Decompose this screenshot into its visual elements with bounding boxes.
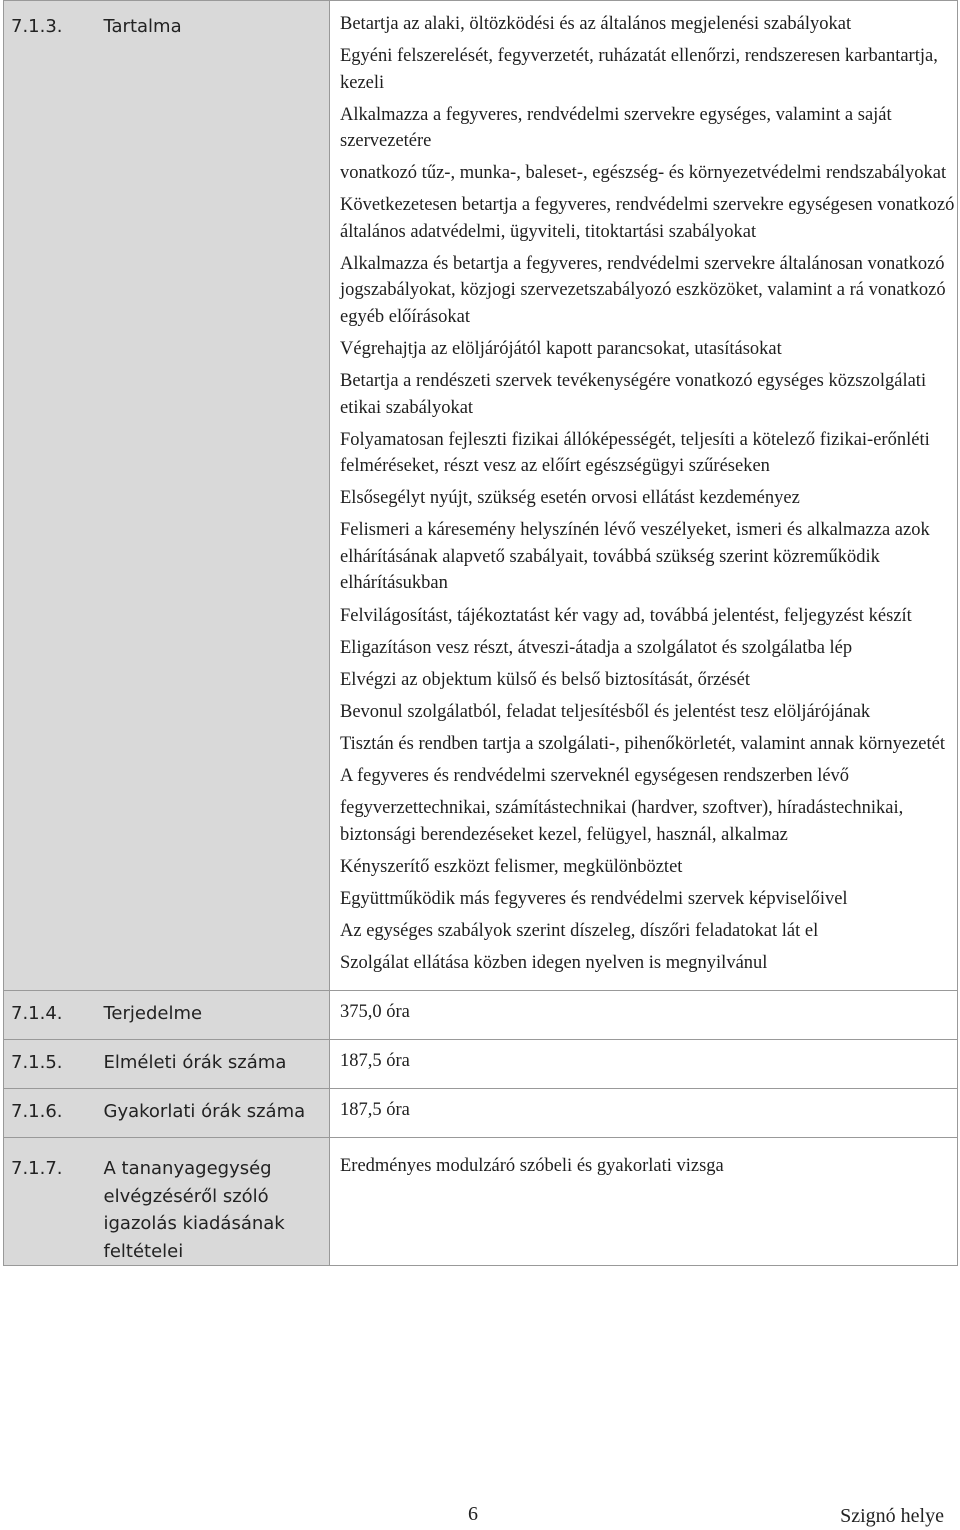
list-item: Betartja a rendészeti szervek tevékenységére vonatkozó egységes közszolgálati etikai szabályokat [340,371,927,418]
curriculum-table [3,0,958,1266]
section-number: 7.1.7. [4,1138,90,1266]
list-item: Bevonul szolgálatból, feladat teljesítésből és jelentést tesz elöljárójának [340,701,871,722]
section-value: 375,0 óra [330,991,958,1040]
list-item: Elsősegélyt nyújt, szükség esetén orvosi ellátást kezdeményez [340,488,800,509]
list-item: Alkalmazza a fegyveres, rendvédelmi szervekre egységes, valamint a saját szervezetére [340,104,892,152]
section-label: Terjedelme [90,991,330,1040]
list-item: Felvilágosítást, tájékoztatást kér vagy ad, továbbá jelentést, feljegyzést készít [340,605,912,626]
list-item: Következetesen betartja a fegyveres, rendvédelmi szervekre egységesen vonatkozó általános adatvédelmi, ügyviteli, titoktartási szabályokat [340,195,955,242]
list-item: Alkalmazza és betartja a fegyveres, rendvédelmi szervekre általánosan vonatkozó jogszabályokat, közjogi szervezetszabályozó eszközöket, valamint a rá vonatkozó egyéb előírásokat [340,253,946,327]
table-row-7-1-3 [4,1,958,991]
list-item: Tisztán és rendben tartja a szolgálati-, pihenőkörletét, valamint annak környezetét [340,733,945,754]
table-row-7-1-5 [4,1040,958,1089]
section-label: Gyakorlati órák száma [90,1089,330,1138]
section-number: 7.1.6. [4,1089,90,1138]
section-label: Tartalma [90,1,330,991]
section-value: 187,5 óra [330,1089,958,1138]
list-item: Eligazításon vesz részt, átveszi-átadja a szolgálatot és szolgálatba lép [340,637,853,658]
list-item: Elvégzi az objektum külső és belső biztosítását, őrzését [340,669,750,690]
page-number: 6 [468,1503,478,1525]
section-number: 7.1.3. [4,1,90,991]
list-item: Felismeri a káresemény helyszínén lévő veszélyeket, ismeri és alkalmazza azok elhárításának alapvető szabályait, továbbá szükség szerint közreműködik elhárításukban [340,520,930,594]
list-item: fegyverzettechnikai, számítástechnikai (hardver, szoftver), híradástechnikai, biztonsági berendezéseket kezel, felügyel, használ, alkalmaz [340,798,904,845]
table-row-7-1-4 [4,991,958,1040]
list-item: Egyéni felszerelését, fegyverzetét, ruházatát ellenőrzi, rendszeresen karbantartja, kezeli [340,46,938,93]
section-number: 7.1.4. [4,991,90,1040]
section-label: Elméleti órák száma [90,1040,330,1089]
signature-label: Szignó helye [840,1505,944,1527]
list-item: A fegyveres és rendvédelmi szerveknél egységesen rendszerben lévő [340,766,850,786]
list-item: Betartja az alaki, öltözködési és az általános megjelenési szabályokat [340,14,852,34]
section-value: 187,5 óra [330,1040,958,1089]
list-item: Szolgálat ellátása közben idegen nyelven is megnyilvánul [340,952,768,973]
list-item: Az egységes szabályok szerint díszeleg, díszőri feladatokat lát el [340,920,819,941]
table-row-7-1-7 [4,1138,958,1266]
section-value: Eredményes modulzáró szóbeli és gyakorlati vizsga [330,1138,958,1266]
list-item: Folyamatosan fejleszti fizikai állóképességét, teljesíti a kötelező fizikai-erőnléti felméréseket, részt vesz az előírt egészségügyi szűréseken [340,429,930,477]
section-label: A tananyagegység elvégzéséről szóló igazolás kiadásának feltételei [90,1138,330,1266]
table-row-7-1-6 [4,1089,958,1138]
list-item: Együttműködik más fegyveres és rendvédelmi szervek képviselőivel [340,888,848,909]
content-list [330,1,958,991]
section-number: 7.1.5. [4,1040,90,1089]
list-item: Kényszerítő eszközt felismer, megkülönböztet [340,856,683,877]
list-item: Végrehajtja az elöljárójától kapott parancsokat, utasításokat [340,339,782,360]
list-item: vonatkozó tűz-, munka-, baleset-, egészség- és környezetvédelmi rendszabályokat [340,163,947,184]
